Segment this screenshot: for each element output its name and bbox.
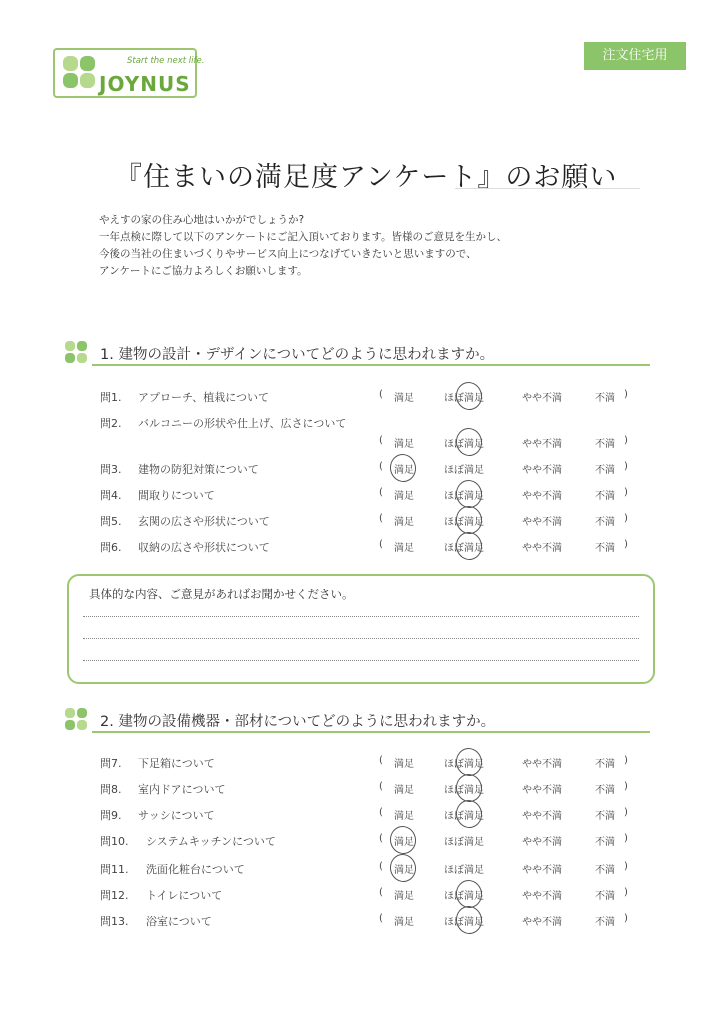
- option-dissatisfied[interactable]: 不満: [595, 759, 615, 770]
- handwritten-circle-mark: [387, 824, 418, 857]
- paren-close: ): [624, 781, 628, 792]
- option-dissatisfied[interactable]: 不満: [595, 917, 615, 928]
- option-mostly-satisfied[interactable]: ほぼ満足: [444, 917, 484, 928]
- question-row: [100, 859, 640, 879]
- option-mostly-satisfied[interactable]: ほぼ満足: [444, 865, 484, 876]
- title-underline: [455, 188, 640, 189]
- option-somewhat-dissatisfied[interactable]: やや不満: [522, 785, 562, 796]
- option-dissatisfied[interactable]: 不満: [595, 891, 615, 902]
- paren-open: (: [379, 913, 383, 924]
- option-dissatisfied[interactable]: 不満: [595, 393, 615, 404]
- handwritten-circle-mark: [453, 798, 484, 831]
- handwritten-circle-mark: [453, 530, 484, 563]
- question-row: [100, 831, 640, 851]
- logo-name: JOYNUS: [99, 72, 191, 96]
- comment-line: [83, 638, 639, 639]
- paren-open: (: [379, 435, 383, 446]
- option-mostly-satisfied[interactable]: ほぼ満足: [444, 393, 484, 404]
- paren-close: ): [624, 755, 628, 766]
- intro-line: やえすの家の住み心地はいかがでしょうか?: [99, 214, 305, 226]
- question-text: 建物の防犯対策について: [138, 463, 259, 476]
- option-dissatisfied[interactable]: 不満: [595, 837, 615, 848]
- paren-open: (: [379, 461, 383, 472]
- paren-open: (: [379, 887, 383, 898]
- page-title: 『住まいの満足度アンケート』のお願い: [115, 162, 618, 193]
- option-satisfied[interactable]: 満足: [394, 543, 414, 554]
- option-dissatisfied[interactable]: 不満: [595, 865, 615, 876]
- option-satisfied[interactable]: 満足: [394, 785, 414, 796]
- paren-open: (: [379, 861, 383, 872]
- logo-tagline: Start the next life.: [127, 56, 205, 66]
- paren-close: ): [624, 461, 628, 472]
- question-row: [100, 485, 640, 505]
- question-text: バルコニーの形状や仕上げ、広さについて: [138, 417, 347, 430]
- answer-options: [100, 861, 640, 879]
- option-satisfied[interactable]: 満足: [394, 917, 414, 928]
- question-number: 問2.: [100, 417, 122, 430]
- option-mostly-satisfied[interactable]: ほぼ満足: [444, 811, 484, 822]
- paren-close: ): [624, 807, 628, 818]
- handwritten-circle-mark: [387, 852, 418, 885]
- answer-options: [100, 487, 640, 505]
- comment-line: [83, 616, 639, 617]
- question-row: [100, 387, 640, 407]
- intro-line: 一年点検に際して以下のアンケートにご記入頂いております。皆様のご意見を生かし、: [99, 231, 508, 243]
- option-somewhat-dissatisfied[interactable]: やや不満: [522, 517, 562, 528]
- question-row: [100, 911, 640, 931]
- option-satisfied[interactable]: 満足: [394, 759, 414, 770]
- answer-options: [100, 887, 640, 905]
- paren-close: ): [624, 913, 628, 924]
- question-number: 問10.: [100, 835, 129, 848]
- handwritten-circle-mark: [453, 380, 484, 413]
- question-number: 問5.: [100, 515, 122, 528]
- section-2-header: [64, 707, 650, 733]
- clover-logo-icon: [61, 54, 97, 92]
- option-satisfied[interactable]: 満足: [394, 865, 414, 876]
- handwritten-circle-mark: [387, 452, 418, 485]
- question-text: トイレについて: [146, 889, 223, 902]
- question-row: [100, 779, 640, 799]
- paren-open: (: [379, 487, 383, 498]
- option-somewhat-dissatisfied[interactable]: やや不満: [522, 811, 562, 822]
- question-number: 問13.: [100, 915, 129, 928]
- section-rule: [92, 731, 650, 733]
- question-number: 問1.: [100, 391, 122, 404]
- section-1-header: [64, 340, 650, 366]
- option-somewhat-dissatisfied[interactable]: やや不満: [522, 439, 562, 450]
- intro-paragraph: [99, 212, 507, 280]
- question-row: [100, 753, 640, 773]
- question-number: 問11.: [100, 863, 129, 876]
- option-dissatisfied[interactable]: 不満: [595, 811, 615, 822]
- comment-prompt: 具体的な内容、ご意見があればお聞かせください。: [89, 587, 354, 601]
- option-somewhat-dissatisfied[interactable]: やや不満: [522, 393, 562, 404]
- option-dissatisfied[interactable]: 不満: [595, 465, 615, 476]
- comment-line: [83, 660, 639, 661]
- paren-open: (: [379, 833, 383, 844]
- option-mostly-satisfied[interactable]: ほぼ満足: [444, 837, 484, 848]
- option-somewhat-dissatisfied[interactable]: やや不満: [522, 891, 562, 902]
- question-row: [100, 459, 640, 479]
- question-number: 問8.: [100, 783, 122, 796]
- question-row-options: [100, 433, 640, 453]
- question-text: 間取りについて: [138, 489, 215, 502]
- option-dissatisfied[interactable]: 不満: [595, 543, 615, 554]
- option-mostly-satisfied[interactable]: ほぼ満足: [444, 465, 484, 476]
- option-mostly-satisfied[interactable]: ほぼ満足: [444, 759, 484, 770]
- question-text: 収納の広さや形状について: [138, 541, 270, 554]
- question-text: 下足箱について: [138, 757, 215, 770]
- option-mostly-satisfied[interactable]: ほぼ満足: [444, 491, 484, 502]
- paren-open: (: [379, 539, 383, 550]
- option-satisfied[interactable]: 満足: [394, 517, 414, 528]
- question-text: 洗面化粧台について: [146, 863, 245, 876]
- option-mostly-satisfied[interactable]: ほぼ満足: [444, 517, 484, 528]
- question-row: [100, 511, 640, 531]
- answer-options: [100, 435, 640, 453]
- question-row: [100, 885, 640, 905]
- question-number: 問9.: [100, 809, 122, 822]
- paren-open: (: [379, 781, 383, 792]
- paren-close: ): [624, 389, 628, 400]
- clover-section-icon: [64, 707, 88, 731]
- option-somewhat-dissatisfied[interactable]: やや不満: [522, 465, 562, 476]
- paren-open: (: [379, 755, 383, 766]
- section-2-title: 2. 建物の設備機器・部材についてどのように思われますか。: [100, 714, 496, 730]
- paren-close: ): [624, 513, 628, 524]
- option-satisfied[interactable]: 満足: [394, 891, 414, 902]
- question-text: サッシについて: [138, 809, 215, 822]
- question-number: 問3.: [100, 463, 122, 476]
- question-text: 玄関の広さや形状について: [138, 515, 270, 528]
- section-rule: [92, 364, 650, 366]
- answer-options: [100, 389, 640, 407]
- answer-options: [100, 539, 640, 557]
- option-mostly-satisfied[interactable]: ほぼ満足: [444, 785, 484, 796]
- option-satisfied[interactable]: 満足: [394, 465, 414, 476]
- question-text: アプローチ、植栽について: [138, 391, 270, 404]
- option-somewhat-dissatisfied[interactable]: やや不満: [522, 865, 562, 876]
- question-number: 問6.: [100, 541, 122, 554]
- option-satisfied[interactable]: 満足: [394, 837, 414, 848]
- answer-options: [100, 833, 640, 851]
- clover-section-icon: [64, 340, 88, 364]
- option-satisfied[interactable]: 満足: [394, 439, 414, 450]
- option-somewhat-dissatisfied[interactable]: やや不満: [522, 543, 562, 554]
- paren-close: ): [624, 435, 628, 446]
- question-text: システムキッチンについて: [146, 835, 276, 848]
- option-dissatisfied[interactable]: 不満: [595, 517, 615, 528]
- option-mostly-satisfied[interactable]: ほぼ満足: [444, 439, 484, 450]
- paren-open: (: [379, 389, 383, 400]
- joynus-logo: [53, 48, 205, 98]
- option-dissatisfied[interactable]: 不満: [595, 491, 615, 502]
- question-row: [100, 805, 640, 825]
- question-text: 室内ドアについて: [138, 783, 226, 796]
- house-type-badge: 注文住宅用: [584, 42, 686, 70]
- answer-options: [100, 513, 640, 531]
- option-somewhat-dissatisfied[interactable]: やや不満: [522, 837, 562, 848]
- option-somewhat-dissatisfied[interactable]: やや不満: [522, 759, 562, 770]
- option-mostly-satisfied[interactable]: ほぼ満足: [444, 543, 484, 554]
- option-mostly-satisfied[interactable]: ほぼ満足: [444, 891, 484, 902]
- handwritten-circle-mark: [453, 904, 484, 937]
- paren-close: ): [624, 539, 628, 550]
- paren-open: (: [379, 513, 383, 524]
- answer-options: [100, 781, 640, 799]
- paren-open: (: [379, 807, 383, 818]
- question-number: 問7.: [100, 757, 122, 770]
- paren-close: ): [624, 487, 628, 498]
- question-number: 問12.: [100, 889, 129, 902]
- option-satisfied[interactable]: 満足: [394, 491, 414, 502]
- paren-close: ): [624, 861, 628, 872]
- paren-close: ): [624, 887, 628, 898]
- question-row: [100, 413, 640, 433]
- comment-box[interactable]: [67, 574, 655, 684]
- option-dissatisfied[interactable]: 不満: [595, 439, 615, 450]
- option-somewhat-dissatisfied[interactable]: やや不満: [522, 917, 562, 928]
- intro-line: 今後の当社の住まいづくりやサービス向上につなげていきたいと思いますので、: [99, 248, 477, 260]
- answer-options: [100, 755, 640, 773]
- answer-options: [100, 461, 640, 479]
- intro-line: アンケートにご協力よろしくお願いします。: [99, 265, 308, 277]
- section-1-title: 1. 建物の設計・デザインについてどのように思われますか。: [100, 347, 495, 363]
- paren-close: ): [624, 833, 628, 844]
- answer-options: [100, 807, 640, 825]
- option-dissatisfied[interactable]: 不満: [595, 785, 615, 796]
- option-somewhat-dissatisfied[interactable]: やや不満: [522, 491, 562, 502]
- question-number: 問4.: [100, 489, 122, 502]
- question-text: 浴室について: [146, 915, 212, 928]
- question-row: [100, 537, 640, 557]
- option-satisfied[interactable]: 満足: [394, 811, 414, 822]
- option-satisfied[interactable]: 満足: [394, 393, 414, 404]
- answer-options: [100, 913, 640, 931]
